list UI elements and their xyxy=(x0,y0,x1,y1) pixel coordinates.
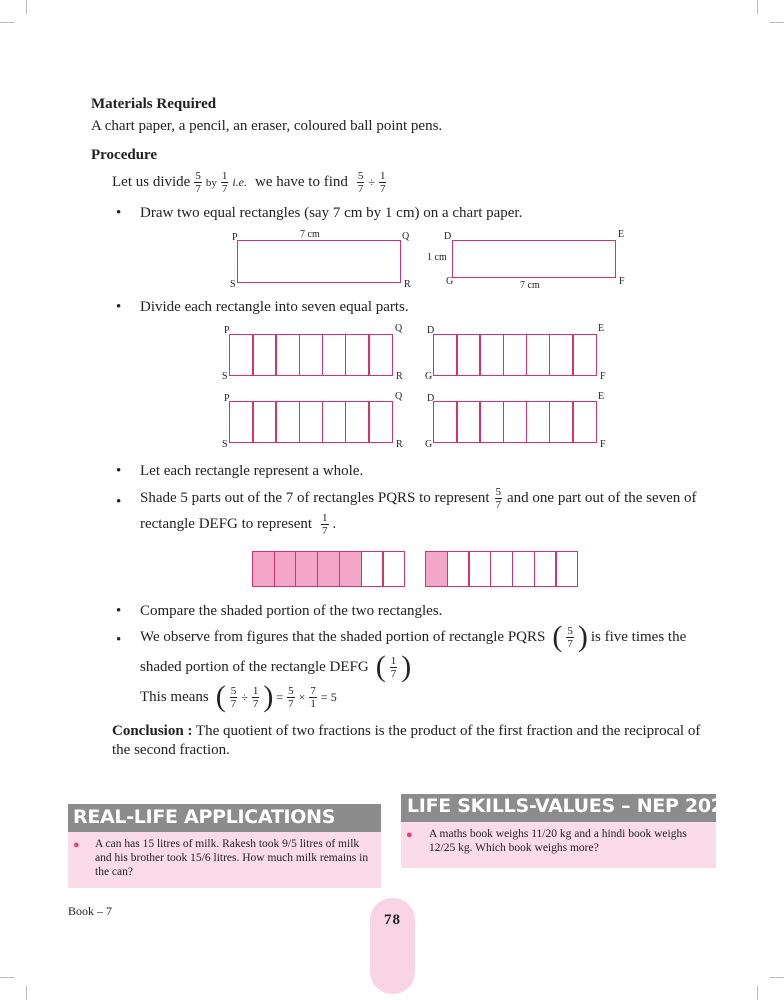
label-p: P xyxy=(224,393,230,404)
label-r: R xyxy=(404,279,411,290)
rectangle-part xyxy=(275,334,300,376)
rectangle-part xyxy=(322,334,347,376)
shaded-part xyxy=(317,551,340,587)
rectangle-part xyxy=(549,401,574,443)
rectangle-part xyxy=(345,334,370,376)
crop-mark xyxy=(770,22,784,23)
rectangle-part xyxy=(479,401,504,443)
life-skills-body xyxy=(401,822,716,868)
rectangle-part xyxy=(479,334,504,376)
label-g: G xyxy=(425,371,433,382)
rectangle-part xyxy=(503,334,528,376)
divided-rectangle-pqrs xyxy=(229,401,393,443)
intro-by: by xyxy=(205,176,217,189)
label-e: E xyxy=(618,229,625,240)
procedure-intro xyxy=(112,170,387,195)
intro-text-a: Let us divide xyxy=(112,174,191,190)
rectangle-part xyxy=(456,401,481,443)
label-e: E xyxy=(598,391,605,402)
rectangle-part xyxy=(229,401,254,443)
step-6-text-c: shaded portion of the rectangle DEFG xyxy=(140,658,369,675)
divide-sign: ÷ xyxy=(241,689,248,704)
rectangle-part xyxy=(447,551,470,587)
page-number: 78 xyxy=(384,912,401,928)
step-6-line-2: shaded portion of the rectangle DEFG ( $\frac{1}{7}$ ) xyxy=(140,650,412,683)
fraction: $\frac{5}{7}$ xyxy=(567,624,573,650)
bullet: • xyxy=(116,603,122,619)
label-p: P xyxy=(232,232,238,243)
materials-heading: Materials Required xyxy=(91,96,217,112)
label-e: E xyxy=(598,323,605,334)
crop-mark xyxy=(757,0,758,14)
conclusion-label: Conclusion : xyxy=(112,723,193,739)
crop-mark xyxy=(770,977,784,978)
rectangle-part xyxy=(252,401,277,443)
step-1: Draw two equal rectangles (say 7 cm by 1 cm) on a chart paper. xyxy=(140,205,523,221)
rectangle-part xyxy=(468,551,491,587)
rectangle-part xyxy=(275,401,300,443)
fraction: $\frac{7}{1}$ xyxy=(310,684,316,710)
fraction: $\frac{1}{7}$ xyxy=(379,170,386,195)
bullet: • xyxy=(116,463,122,479)
equals-sign: = xyxy=(276,689,284,704)
label-s: S xyxy=(222,439,228,450)
crop-mark xyxy=(0,977,14,978)
label-s: S xyxy=(222,371,228,382)
result: 5 xyxy=(330,689,337,704)
label-q: Q xyxy=(395,391,403,402)
step-6-text-b: is five times the xyxy=(590,628,687,645)
shaded-part xyxy=(339,551,362,587)
rectangle-part xyxy=(534,551,557,587)
bullet: • xyxy=(116,632,122,648)
book-label: Book – 7 xyxy=(68,904,113,918)
life-skills-title: LIFE SKILLS-VALUES – NEP 2020 xyxy=(407,795,737,817)
label-length: 7 cm xyxy=(520,280,540,291)
shaded-part xyxy=(252,551,275,587)
step-2: Divide each rectangle into seven equal parts. xyxy=(140,299,409,315)
label-s: S xyxy=(230,279,236,290)
label-length: 7 cm xyxy=(300,229,320,240)
divided-rectangle-defg xyxy=(433,401,597,443)
label-f: F xyxy=(619,276,625,287)
rectangle-part xyxy=(252,334,277,376)
divided-rectangle-defg xyxy=(433,334,597,376)
rectangle-part xyxy=(572,334,597,376)
step-4-text-a: Shade 5 parts out of the 7 of rectangles PQRS to represent xyxy=(140,490,490,506)
rectangle-part xyxy=(299,401,324,443)
rectangle-part xyxy=(456,334,481,376)
rectangle-part xyxy=(345,401,370,443)
bullet-dot: ● xyxy=(406,829,413,841)
divided-rectangle-pqrs xyxy=(229,334,393,376)
real-life-title: REAL-LIFE APPLICATIONS xyxy=(73,806,336,828)
rectangle-part xyxy=(433,401,458,443)
label-r: R xyxy=(396,371,403,382)
rectangle-part xyxy=(382,551,405,587)
label-width: 1 cm xyxy=(427,252,447,263)
rectangle-defg xyxy=(452,240,616,278)
rectangle-part xyxy=(433,334,458,376)
rectangle-part xyxy=(368,334,393,376)
step-6-text-a: We observe from figures that the shaded portion of rectangle PQRS xyxy=(140,628,546,645)
step-4-text-c: rectangle DEFG to represent xyxy=(140,516,313,532)
step-4-line-2 xyxy=(140,512,336,537)
bullet: • xyxy=(116,205,122,221)
fraction: $\frac{1}{7}$ xyxy=(252,684,259,710)
rectangle-part xyxy=(549,334,574,376)
crop-mark xyxy=(0,22,14,23)
intro-text-b: we have to find xyxy=(255,174,348,190)
shaded-rectangle-defg xyxy=(425,551,578,587)
equation: This means ( $\frac{5}{7}$ ÷ $\frac{1}{7}$ ) = $\frac{5}{7}$ × $\frac{7}{1}$ = 5 xyxy=(140,680,337,713)
conclusion-text: The quotient of two fractions is the product of the first fraction and the reciprocal of the second fraction. xyxy=(112,723,701,758)
materials-text: A chart paper, a pencil, an eraser, coloured ball point pens. xyxy=(91,118,443,134)
equals-sign: = xyxy=(320,689,328,704)
label-q: Q xyxy=(402,231,410,242)
rectangle-part xyxy=(361,551,384,587)
fraction: $\frac{1}{7}$ xyxy=(390,654,397,680)
shaded-rectangle-pqrs xyxy=(252,551,405,587)
this-means: This means xyxy=(140,688,209,705)
real-life-body xyxy=(68,832,381,888)
rectangle-part xyxy=(299,334,324,376)
label-p: P xyxy=(224,325,230,336)
rectangle-part xyxy=(322,401,347,443)
procedure-heading: Procedure xyxy=(91,147,158,163)
bullet-dot: ● xyxy=(73,839,80,851)
crop-mark xyxy=(26,0,27,14)
step-6-line-1: We observe from figures that the shaded portion of rectangle PQRS ( $\frac{5}{7}$ ) is five times the xyxy=(140,620,687,653)
shaded-part xyxy=(274,551,297,587)
rectangle-pqrs xyxy=(237,240,401,283)
bullet: • xyxy=(116,494,122,510)
crop-mark xyxy=(757,986,758,1000)
fraction: $\frac{5}{7}$ xyxy=(357,170,364,195)
rectangle-part xyxy=(503,401,528,443)
label-r: R xyxy=(396,439,403,450)
rectangle-part xyxy=(512,551,535,587)
bullet: • xyxy=(116,299,122,315)
label-d: D xyxy=(444,231,452,242)
step-3: Let each rectangle represent a whole. xyxy=(140,463,364,479)
conclusion xyxy=(112,722,718,760)
label-g: G xyxy=(425,439,433,450)
label-d: D xyxy=(427,393,435,404)
times-sign: × xyxy=(298,689,306,704)
shaded-part xyxy=(295,551,318,587)
shaded-part xyxy=(425,551,448,587)
fraction: $\frac{5}{7}$ xyxy=(230,684,237,710)
fraction: $\frac{5}{7}$ xyxy=(288,684,294,710)
rectangle-part xyxy=(572,401,597,443)
intro-ie: i.e. xyxy=(232,175,247,189)
real-life-item: A can has 15 litres of milk. Rakesh took 9/5 litres of milk and his brother took 15/6 litres. How much milk remains in the can? xyxy=(95,838,369,878)
rectangle-part xyxy=(490,551,513,587)
label-q: Q xyxy=(395,323,403,334)
step-4-text-b: and one part out of the seven of xyxy=(507,490,697,506)
period: . xyxy=(332,516,337,532)
label-f: F xyxy=(600,439,606,450)
fraction: $\frac{1}{7}$ xyxy=(322,512,328,537)
step-4-line-1 xyxy=(140,486,697,511)
rectangle-part xyxy=(368,401,393,443)
crop-mark xyxy=(26,986,27,1000)
divide-sign: ÷ xyxy=(368,175,375,189)
label-f: F xyxy=(600,371,606,382)
label-d: D xyxy=(427,325,435,336)
rectangle-part xyxy=(229,334,254,376)
step-5: Compare the shaded portion of the two rectangles. xyxy=(140,603,443,619)
rectangle-part xyxy=(555,551,578,587)
label-g: G xyxy=(446,276,454,287)
fraction: $\frac{5}{7}$ xyxy=(195,170,201,195)
life-skills-item: A maths book weighs 11/20 kg and a hindi book weighs 12/25 kg. Which book weighs more? xyxy=(429,828,687,854)
rectangle-part xyxy=(526,334,551,376)
rectangle-part xyxy=(526,401,551,443)
fraction: $\frac{5}{7}$ xyxy=(495,486,502,511)
fraction: $\frac{1}{7}$ xyxy=(221,170,228,195)
